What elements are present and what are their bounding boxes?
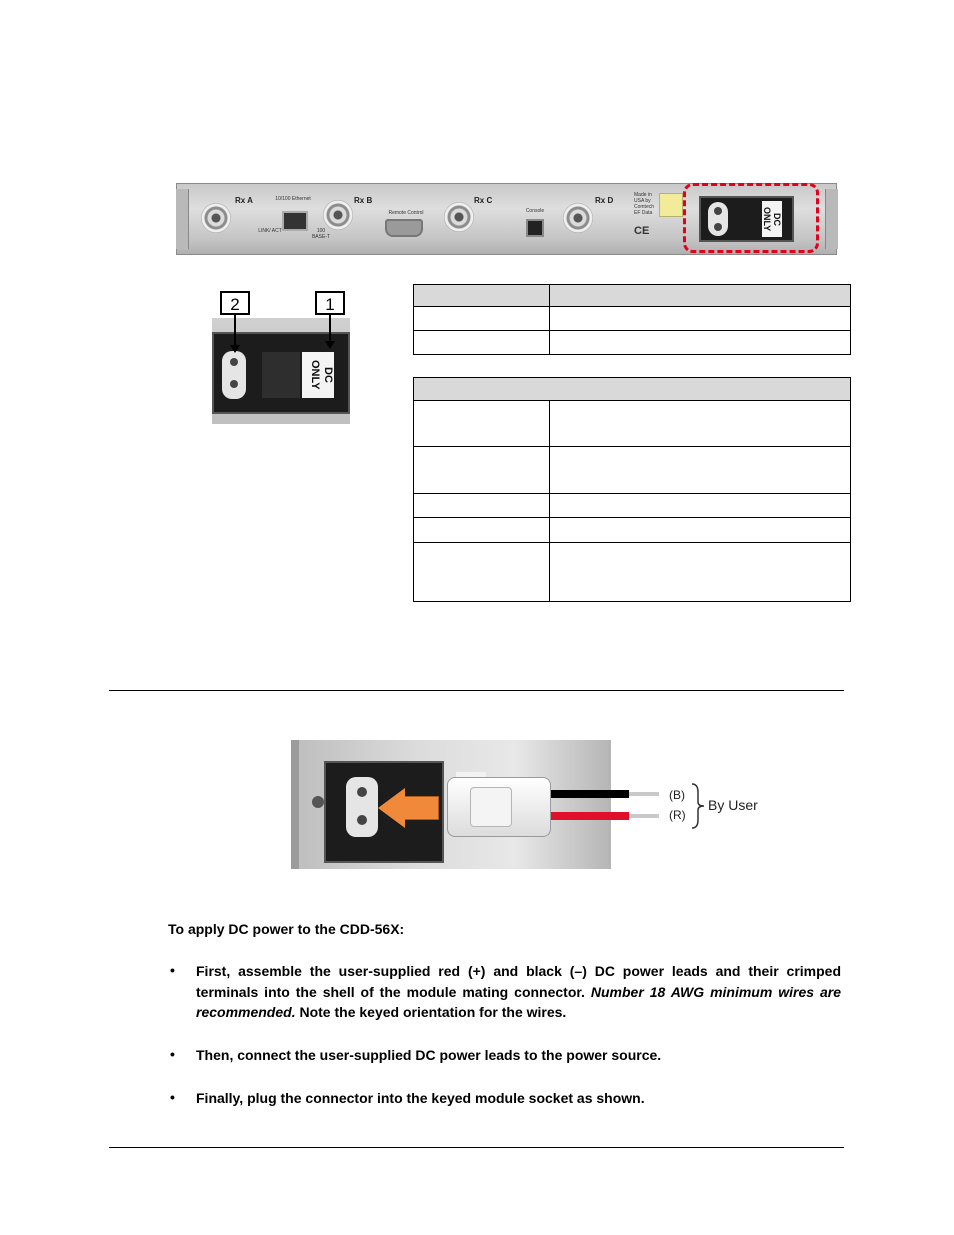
panel-left-flange <box>176 189 189 249</box>
photo-socket <box>346 777 378 837</box>
table-cell <box>550 331 851 355</box>
table-row <box>414 307 851 331</box>
photo-pin <box>357 787 367 797</box>
step-1-text: First, assemble the user-supplied red (+) and black (–) DC power leads and their crimped terminals into the shell of the module mating connector. <box>196 963 841 1000</box>
instructions-intro: To apply DC power to the CDD-56X: <box>168 921 405 937</box>
table-cell <box>550 543 851 602</box>
rx-a-connector <box>201 203 231 233</box>
closeup-pin <box>230 358 238 366</box>
table-cell <box>550 307 851 331</box>
closeup-pin <box>230 380 238 388</box>
rx-b-connector <box>323 200 353 230</box>
rx-b-label: Rx B <box>354 196 373 205</box>
closeup-switch <box>262 352 300 398</box>
black-wire <box>551 790 629 798</box>
table-row <box>414 331 851 355</box>
ce-mark: CE <box>634 225 650 237</box>
black-wire-strip <box>629 792 659 796</box>
bullet-marker: • <box>170 1089 175 1105</box>
by-user-label: By User <box>708 797 758 813</box>
specification-table <box>413 377 851 602</box>
table-header-cell <box>414 378 851 401</box>
remote-control-port <box>385 219 423 237</box>
red-wire-label: (R) <box>669 808 686 822</box>
instruction-step-3: Finally, plug the connector into the keyed module socket as shown. <box>196 1090 645 1106</box>
made-in-text: Made in USA by Comtech EF Data <box>634 192 655 216</box>
black-wire-label: (B) <box>669 788 685 802</box>
dc-only-label: DC ONLY <box>762 201 782 237</box>
table-cell <box>550 518 851 543</box>
instruction-step-2: Then, connect the user-supplied DC power leads to the power source. <box>196 1047 662 1063</box>
mount-screw <box>312 796 324 808</box>
rx-d-label: Rx D <box>595 196 614 205</box>
table-cell <box>550 494 851 518</box>
panel-right-flange <box>825 189 838 249</box>
callout-box-1: 1 <box>315 291 345 315</box>
bullet-marker: • <box>170 962 175 978</box>
section-divider <box>109 1147 844 1148</box>
closeup-dc-only-label: DC ONLY <box>302 352 334 398</box>
console-port <box>526 219 544 237</box>
rx-d-connector <box>563 203 593 233</box>
table-cell <box>550 401 851 447</box>
table-cell <box>414 447 550 494</box>
photo-edge <box>291 740 299 869</box>
table-cell <box>414 331 550 355</box>
console-label: Console <box>525 208 545 214</box>
base-t-label: 100 BASE-T <box>311 228 331 240</box>
callout-arrow-2 <box>230 345 240 353</box>
mating-connector-body <box>470 787 512 827</box>
photo-pin <box>357 815 367 825</box>
table-cell <box>414 401 550 447</box>
feature-table <box>413 284 851 355</box>
ethernet-label: 10/100 Ethernet <box>275 196 311 202</box>
table-row <box>414 518 851 543</box>
highlight-box <box>683 183 819 253</box>
red-wire-strip <box>629 814 659 818</box>
table-row <box>414 494 851 518</box>
step-1-note: Note the keyed orientation for the wires. <box>295 1004 567 1020</box>
table-cell <box>414 543 550 602</box>
warning-sticker <box>659 193 683 217</box>
table-header-cell <box>414 285 550 307</box>
instruction-step-1 <box>196 961 841 1023</box>
table-header-cell <box>550 285 851 307</box>
insertion-arrow-head <box>378 788 405 828</box>
table-row <box>414 447 851 494</box>
callout-arrow-1 <box>325 341 335 349</box>
table-row <box>414 543 851 602</box>
section-divider <box>109 690 844 691</box>
red-wire <box>551 812 629 820</box>
table-cell <box>414 307 550 331</box>
table-cell <box>414 518 550 543</box>
rx-c-connector <box>444 202 474 232</box>
rx-c-label: Rx C <box>474 196 493 205</box>
ethernet-port <box>282 211 308 231</box>
link-act-label: LINK/ ACT <box>258 228 282 234</box>
table-cell <box>414 494 550 518</box>
bullet-marker: • <box>170 1046 175 1062</box>
table-row <box>414 401 851 447</box>
remote-control-label: Remote Control <box>388 210 424 216</box>
rx-a-label: Rx A <box>235 196 253 205</box>
insertion-arrow <box>404 796 439 820</box>
step-1-recommendation: Number 18 AWG minimum wires are recommended. <box>196 983 841 1020</box>
table-cell <box>550 447 851 494</box>
callout-box-2: 2 <box>220 291 250 315</box>
wire-brace <box>690 782 706 830</box>
